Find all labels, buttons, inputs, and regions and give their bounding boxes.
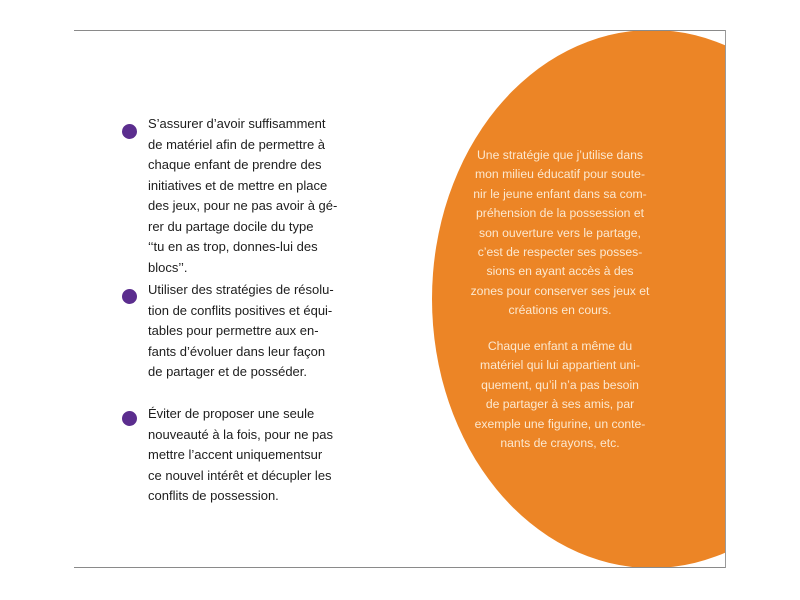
bullet-dot-icon bbox=[122, 124, 137, 139]
bullet-text: Éviter de proposer une seule nouveauté à la fois, pour ne pas mettre l’accent uniquementsur ce nouvel intérêt et décupler les conflits de possession. bbox=[148, 406, 334, 503]
bullet-dot-icon bbox=[122, 411, 137, 426]
bottom-rule bbox=[74, 567, 726, 568]
right-rule bbox=[725, 30, 726, 568]
bullet-text: Utiliser des stratégies de résolu- tion de conflits positives et équi- tables pour permettre aux en- fants d’évoluer dans leur façon de partager et de posséder. bbox=[148, 282, 334, 379]
document-page bbox=[74, 30, 726, 568]
bullet-dot-icon bbox=[122, 289, 137, 304]
callout-paragraph-2: Chaque enfant a même du matériel qui lui appartient uni- quement, qu’il n’a pas besoin de partager à ses amis, par exemple une figurine, un conte- nants de crayons, etc. bbox=[474, 339, 646, 451]
bullet-text: S’assurer d’avoir suffisamment de matériel afin de permettre à chaque enfant de prendre des initiatives et de mettre en place des jeux, pour ne pas avoir à gé- rer du partage docile du type ‘‘tu en as trop, donnes-lui des blocs’’. bbox=[148, 116, 338, 275]
top-rule bbox=[74, 30, 726, 31]
callout-paragraph-1: Une stratégie que j’utilise dans mon milieu éducatif pour soute- nir le jeune enfant dans sa com- préhension de la possession et son ouverture vers le partage, c’est de respecter ses posses- sions en ayant accès à des zones pour conserver ses jeux et créations en cours. bbox=[470, 148, 650, 318]
